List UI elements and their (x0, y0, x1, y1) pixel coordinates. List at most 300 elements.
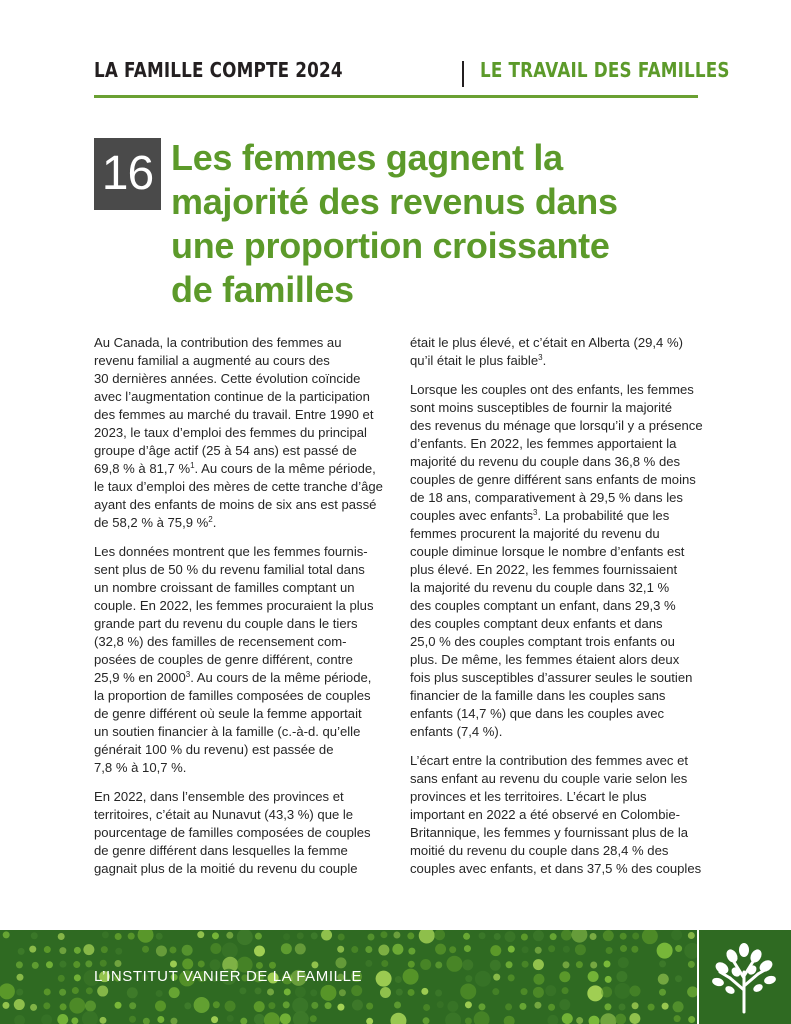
text-line: de genre différent où seule la femme apportait (94, 706, 362, 721)
footer-dot (604, 960, 611, 967)
footer-dot (198, 960, 205, 967)
footer-dot (674, 1015, 681, 1022)
footer-dot (421, 988, 428, 995)
text-line: des couples comptant deux enfants et dans (410, 616, 663, 631)
footer-dot (43, 1002, 50, 1009)
footer-dot (590, 933, 597, 940)
footer-dot (156, 945, 167, 956)
footer-dot (14, 1015, 25, 1024)
text-fragment: 69,8 % à 81,7 % (94, 461, 191, 476)
text-line: de genre différent dans lesquelles la femme (94, 843, 348, 858)
footer-dot (533, 987, 544, 998)
title-line: une proportion croissante (171, 225, 610, 266)
footer-dot (620, 945, 627, 952)
footer-dot (101, 946, 108, 953)
footer-dot (465, 1018, 472, 1024)
footer-dot (490, 945, 501, 956)
footer-dot (494, 933, 501, 940)
footer-dot (658, 974, 669, 985)
text-fragment: couples avec enfants (410, 508, 534, 523)
footer-dot (490, 960, 501, 971)
text-line: Les données montrent que les femmes fournis- (94, 544, 368, 559)
footer-dot (474, 1011, 490, 1024)
page-title (171, 136, 691, 312)
footer-dot (170, 961, 177, 968)
footer-dot (197, 931, 204, 938)
text-line: moitié du revenu du couple dans 28,4 % des (410, 843, 669, 858)
text-line: En 2022, dans l’ensemble des provinces et (94, 789, 344, 804)
footer-dot (16, 961, 23, 968)
footer-dot (508, 974, 515, 981)
text-line: des femmes au marché du travail. Entre 1990 et (94, 407, 374, 422)
organization-name: L’INSTITUT VANIER DE LA FAMILLE (94, 968, 363, 985)
paragraph (410, 752, 702, 878)
running-header (94, 58, 730, 98)
footer-dot (351, 946, 358, 953)
footer-dot (210, 943, 221, 954)
text-line: enfants (7,4 %). (410, 724, 503, 739)
footer-dot (255, 933, 262, 940)
text-line: ayant des enfants de moins de six ans est passé (94, 497, 377, 512)
text-line: 69,8 % à 81,7 %$^1$. Au cours de la même période, (94, 461, 376, 476)
footer-dot (86, 987, 93, 994)
footer-dot (69, 998, 85, 1014)
text-line: groupe d’âge actif (25 à 54 ans) est passé de (94, 443, 357, 458)
footer-dot (600, 1013, 616, 1024)
footer-dot (508, 946, 515, 953)
footnote-ref: 3 (533, 508, 538, 517)
footer-dot (378, 945, 389, 956)
text-line: plus élevé. En 2022, les femmes fournissaient (410, 562, 678, 577)
footer-dot (688, 1016, 695, 1023)
paragraph (94, 334, 383, 532)
footer-dot (211, 1016, 218, 1023)
footer-dot (562, 987, 569, 994)
text-line: territoires, c’était au Nunavut (43,3 %) que le (94, 807, 354, 822)
publication-series: LA FAMILLE COMPTE 2024 (94, 58, 343, 82)
footer-dot (337, 946, 344, 953)
footer-dot (687, 986, 697, 997)
footer-dot (522, 961, 529, 968)
text-line: important en 2022 a été observé en Colombie- (410, 807, 681, 822)
footer-dot (237, 930, 253, 945)
right-text-column (410, 334, 703, 889)
footer-dot (71, 1017, 78, 1024)
text-line: L’écart entre la contribution des femmes avec et (410, 753, 689, 768)
footer-dot (102, 931, 109, 938)
footer-dot (563, 961, 570, 968)
text-line: 25,0 % des couples comptant trois enfants ou (410, 634, 675, 649)
footer-dot (576, 1017, 583, 1024)
text-line: plus. De même, les femmes étaient alors deux (410, 652, 680, 667)
footer-dot (281, 943, 292, 954)
footer-dot (446, 956, 462, 972)
footer-dot (311, 932, 318, 939)
footer-dot (115, 1002, 122, 1009)
paragraph (410, 381, 703, 741)
footer-dot (408, 948, 415, 955)
footer-dot (548, 1004, 555, 1011)
footer-dot (521, 933, 528, 940)
text-line: couple. En 2022, les femmes procuraient la plus (94, 598, 374, 613)
footer-dot (393, 931, 400, 938)
footer-dot (380, 987, 391, 998)
footer-dot (533, 974, 544, 985)
text-line: enfants (14,7 %) que dans les couples avec (410, 706, 665, 721)
footer-dot (194, 997, 210, 1013)
footer-dot (550, 933, 557, 940)
footer-dot (82, 1011, 98, 1024)
footer-dot (44, 988, 51, 995)
footer-dot (352, 999, 363, 1010)
footer-dot (310, 1015, 317, 1022)
footer-dot (492, 988, 499, 995)
left-text-column (94, 334, 383, 889)
footer-dot (239, 987, 246, 994)
footer-dot (575, 944, 586, 955)
footer-dot (642, 930, 658, 944)
footer-dot (254, 1001, 265, 1012)
text-line: la majorité du revenu du couple dans 32,1 % (410, 580, 670, 595)
footer-dot (293, 1011, 309, 1024)
text-line (94, 514, 379, 532)
text-line: couples de genre différent sans enfants de moins (410, 472, 696, 487)
footer-dot (335, 957, 346, 968)
footnote-ref: 3 (538, 353, 543, 362)
footer-dot (213, 1001, 220, 1008)
footer-dot (534, 1002, 541, 1009)
footer-dot (434, 930, 445, 940)
footer-dot (671, 930, 682, 940)
footer-dot (563, 946, 570, 953)
footer-dot (367, 934, 374, 941)
footer-dot (267, 988, 274, 995)
footer-dot (3, 931, 10, 938)
footer-dot (504, 1016, 515, 1024)
footer-dot (619, 1003, 626, 1010)
footer-dot (284, 988, 291, 995)
footer-dot (0, 983, 15, 999)
footer-dot (614, 983, 630, 999)
footer-dot (445, 1012, 461, 1024)
footer-dot (381, 960, 388, 967)
footer-dot (632, 933, 639, 940)
footer-dot (562, 1013, 573, 1024)
footer-dot (57, 1014, 68, 1024)
footer-dot (85, 960, 92, 967)
footer-dot (254, 946, 265, 957)
footer-dot (310, 989, 317, 996)
footer-dot (561, 930, 572, 940)
footer-dot (684, 943, 697, 959)
text-line: Au Canada, la contribution des femmes au (94, 335, 342, 350)
text-line: des couples comptant un enfant, dans 29,3 % (410, 598, 676, 613)
footer-dot (519, 1003, 526, 1010)
footnote-ref: 3 (185, 670, 191, 679)
footer-dot (447, 1001, 458, 1012)
footer-dot (606, 947, 613, 954)
footer-dot (226, 932, 233, 939)
text-line: 2023, le taux d’emploi des femmes du principal (94, 425, 367, 440)
footer-dot (115, 933, 122, 940)
text-fragment: Au cours de la même période, (201, 461, 376, 476)
text-line: majorité du revenu du couple dans 36,8 % des (410, 454, 681, 469)
footer-dot (283, 933, 290, 940)
footer-dot (463, 933, 470, 940)
footer-dot (97, 986, 108, 997)
footer-dot (521, 988, 528, 995)
footer-dot (504, 931, 515, 942)
footer-dot (114, 960, 121, 967)
footer-dot (169, 987, 180, 998)
footer-dot (16, 989, 23, 996)
footer-dot (688, 932, 695, 939)
footer-dot (2, 1002, 9, 1009)
footer-dot (127, 987, 138, 998)
footer-dot (156, 933, 163, 940)
footer-dot (464, 945, 471, 952)
text-line: générait 100 % du revenu) est passée de (94, 742, 334, 757)
footer-dot (99, 1017, 106, 1024)
footer-dot (295, 986, 306, 997)
footer-dot (73, 961, 80, 968)
footer-dot (505, 1003, 512, 1010)
footer-dot (603, 930, 614, 941)
footer-dot (630, 986, 641, 997)
footer-dot (576, 961, 583, 968)
footer-dot (72, 987, 79, 994)
footer-dot (394, 1001, 401, 1008)
tree-logo-icon (712, 942, 776, 1014)
footer-dot (688, 961, 695, 968)
footer-dot (462, 959, 473, 970)
footer-dot (365, 946, 372, 953)
footer-dot (115, 948, 122, 955)
footer-dot (376, 971, 392, 987)
footer-dot (155, 1001, 166, 1012)
footer-dot (254, 1014, 265, 1024)
footer-dot (629, 1013, 640, 1024)
footer-dot (32, 962, 39, 969)
footer-dot (403, 969, 419, 985)
footer-dot (479, 932, 486, 939)
footer-dot (31, 932, 38, 939)
footer-dot (590, 961, 597, 968)
text-line: d’enfants. En 2022, les femmes apportaient la (410, 436, 677, 451)
footer-dot (522, 946, 529, 953)
footer-dot (58, 975, 65, 982)
footer-dot (631, 946, 638, 953)
footer-dot (212, 932, 219, 939)
footer-dot (14, 999, 25, 1010)
footer-dot (506, 961, 513, 968)
footer-dot (392, 944, 403, 955)
footer-dot (240, 1018, 247, 1024)
text-fragment: . (212, 515, 217, 530)
footer-dot (465, 1001, 472, 1008)
paragraph (410, 334, 695, 370)
footer-dot (533, 959, 544, 970)
footer-dot (632, 1002, 639, 1009)
footer-dot (390, 1013, 406, 1024)
footer-dot (59, 961, 66, 968)
footer-dot (321, 930, 332, 940)
paragraph (94, 788, 379, 878)
footer-dot (129, 1016, 136, 1023)
footer-dot (589, 1016, 600, 1024)
text-fragment: qu’il était le plus faible (410, 353, 539, 368)
text-line: provinces et les territoires. L’écart le plus (410, 789, 647, 804)
text-line: 30 dernières années. Cette évolution coïncide (94, 371, 361, 386)
footer-dot (407, 932, 414, 939)
footer-dot (605, 976, 612, 983)
footer-dot (478, 1003, 485, 1010)
title-line: majorité des revenus dans (171, 181, 618, 222)
footer-dot (616, 971, 627, 982)
text-line: un soutien financier à la famille (c.-à-d. qu’elle (94, 724, 361, 739)
footer-band (0, 930, 791, 1024)
footer-dot (143, 1018, 150, 1024)
footer-dot (41, 1014, 52, 1024)
footer-dot (659, 989, 666, 996)
footer-dot (601, 986, 612, 997)
text-line: couple diminue lorsque le nombre d’enfants est (410, 544, 685, 559)
footer-dot (571, 930, 587, 943)
footer-divider (697, 930, 699, 1024)
text-fragment: . La probabilité que les (537, 508, 670, 523)
text-line: un nombre croissant de familles comptant un (94, 580, 355, 595)
section-number-badge: 16 (94, 138, 161, 210)
footnote-ref: 2 (208, 515, 213, 524)
footer-dot (325, 1002, 332, 1009)
title-line: Les femmes gagnent la (171, 137, 563, 178)
text-line: Lorsque les couples ont des enfants, les femmes (410, 382, 694, 397)
header-separator (462, 61, 464, 87)
footer-dot (157, 1016, 164, 1023)
footer-dot (423, 1004, 430, 1011)
footer-dot (59, 947, 66, 954)
text-line: gagnait plus de la moitié du revenu du couple (94, 861, 358, 876)
footer-dot (493, 974, 500, 981)
text-line: sent plus de 50 % du revenu familial total dans (94, 562, 365, 577)
text-line: financier de la famille dans les couples sans (410, 688, 666, 703)
text-line: fois plus susceptibles d’assurer seules le soutien (410, 670, 693, 685)
footer-dot (311, 1002, 318, 1009)
footer-dot (142, 946, 149, 953)
footer-dot (620, 933, 627, 940)
footer-dot (58, 933, 65, 940)
footer-dot (295, 943, 306, 954)
footer-dot (657, 943, 673, 959)
text-line: avec l’augmentation continue de la participation (94, 389, 370, 404)
text-line: des revenus du ménage que lorsqu’il y a présence (410, 418, 703, 433)
footer-dot (588, 971, 599, 982)
footer-dot (662, 1003, 669, 1010)
footer-dot (615, 1014, 626, 1024)
footer-dot (30, 1004, 37, 1011)
footer-dot (129, 1002, 136, 1009)
footer-dot (366, 1003, 373, 1010)
footer-dot (435, 944, 446, 955)
footer-dot (227, 1015, 234, 1022)
footer-dot (184, 1002, 191, 1009)
text-line: sans enfant au revenu du couple varie selon les (410, 771, 688, 786)
text-line: grande part du revenu du couple dans le tiers (94, 616, 358, 631)
text-line: sont moins susceptibles de fournir la majorité (410, 400, 672, 415)
text-line: (32,8 %) des familles de recensement com- (94, 634, 347, 649)
footer-dot (365, 960, 372, 967)
footer-dot (29, 946, 36, 953)
paragraph (94, 543, 379, 777)
footer-dot (423, 1017, 430, 1024)
footer-dot (351, 985, 362, 996)
text-line: revenu familial a augmenté au cours des (94, 353, 330, 368)
text-line: couples avec enfants, et dans 37,5 % des couples (410, 861, 702, 876)
text-line: Britannique, les femmes y fournissant plus de la (410, 825, 689, 840)
footer-dot (535, 947, 542, 954)
footer-dot (380, 931, 387, 938)
footer-dot (138, 930, 154, 943)
footer-dot (255, 987, 262, 994)
footer-dot (548, 945, 555, 952)
footer-dot (547, 1015, 558, 1024)
footer-dot (60, 1003, 67, 1010)
footer-dot (225, 1001, 236, 1012)
footer-dot (74, 974, 81, 981)
text-fragment: 25,9 % en 2000 (94, 670, 186, 685)
footer-dot (408, 961, 415, 968)
footer-dot (85, 1001, 96, 1012)
text-line: était le plus élevé, et c’était en Alberta (29,4 %) (410, 335, 683, 350)
footer-dot (533, 930, 544, 941)
footer-dot (408, 989, 415, 996)
footer-dot (460, 983, 476, 999)
footer-dot (297, 932, 304, 939)
text-line: posées de couples de genre différent, contre (94, 652, 353, 667)
footer-dot (44, 946, 51, 953)
footer-dot (16, 974, 23, 981)
footer-dot (435, 989, 442, 996)
footer-dot (395, 976, 402, 983)
footer-dot (366, 1018, 373, 1024)
footer-dot (545, 985, 556, 996)
footer-dot (100, 960, 107, 967)
footer-dot (618, 957, 629, 968)
footer-dot (559, 971, 570, 982)
text-line: qu’il était le plus faible$^3$. (410, 353, 547, 368)
text-line (410, 507, 695, 525)
footer-dot (320, 985, 336, 1001)
footer-dot (337, 1004, 344, 1011)
footer-dot (156, 990, 163, 997)
footer-dot (675, 975, 682, 982)
text-line: de 18 ans, comparativement à 29,5 % dans les (410, 490, 683, 505)
footer-dot (449, 946, 456, 953)
text-line: femmes procurent la majorité du revenu du (410, 526, 660, 541)
text-line (94, 669, 379, 687)
footer-dot (170, 1018, 177, 1024)
text-line: 7,8 % à 10,7 %. (94, 760, 187, 775)
footer-dot (169, 946, 176, 953)
footer-dot (396, 989, 403, 996)
footer-dot (280, 1013, 291, 1024)
footer-dot (437, 1001, 444, 1008)
footer-dot (128, 933, 135, 940)
footer-dot (465, 975, 472, 982)
footer-dot (673, 1001, 684, 1012)
footer-dot (648, 1004, 655, 1011)
footer-dot (420, 959, 431, 970)
